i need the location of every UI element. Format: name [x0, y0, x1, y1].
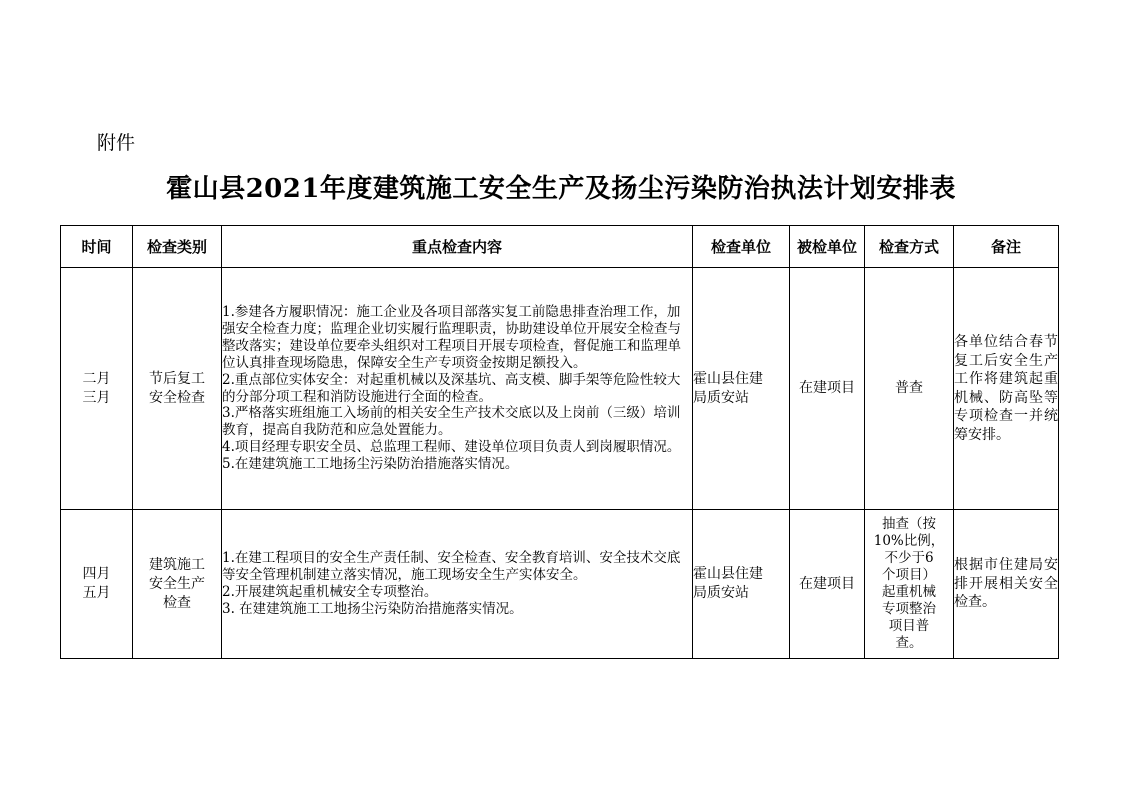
content-item: 1.参建各方履职情况：施工企业及各项目部落实复工前隐患排查治理工作，加强安全检查力度；监理企业切实履行监理职责，协助建设单位开展安全检查与整改落实；建设单位要牵头组织对工程项目开展专项检查，督促施工和监理单位认真排查现场隐患，保障安全生产专项资金按期足额投入。 — [222, 303, 681, 371]
inspected-cell: 在建项目 — [790, 510, 865, 659]
method-cell — [865, 268, 954, 510]
category-line: 安全生产 — [149, 575, 205, 592]
method-line: 不少于6 — [884, 550, 934, 566]
category-cell — [133, 268, 222, 510]
method-line: 项目普 — [888, 618, 930, 634]
time-line: 二月 — [82, 370, 111, 387]
plan-table — [60, 225, 1059, 659]
time-line: 三月 — [82, 389, 111, 406]
header-category: 检查类别 — [133, 226, 222, 268]
content-item: 3. 在建建筑施工工地扬尘污染防治措施落实情况。 — [222, 600, 523, 617]
unit-line: 霍山县住建 — [693, 566, 763, 582]
table-header-row — [61, 226, 1059, 268]
inspected-cell: 在建项目 — [790, 268, 865, 510]
remark-cell: 各单位结合春节复工后安全生产工作将建筑起重机械、防高坠等专项检查一并统筹安排。 — [954, 268, 1059, 510]
category-cell — [133, 510, 222, 659]
method-line: 查。 — [895, 635, 923, 651]
time-cell — [61, 268, 133, 510]
document-title: 霍山县2021年度建筑施工安全生产及扬尘污染防治执法计划安排表 — [166, 174, 956, 204]
header-time: 时间 — [61, 226, 133, 268]
content-item: 1.在建工程项目的安全生产责任制、安全检查、安全教育培训、安全技术交底等安全管理机制建立落实情况，施工现场安全生产实体安全。 — [222, 550, 681, 584]
content-cell — [222, 268, 693, 510]
content-cell — [222, 510, 693, 659]
time-line: 四月 — [82, 566, 111, 582]
method-line: 普查 — [895, 380, 923, 396]
content-item: 2.重点部位实体安全：对起重机械以及深基坑、高支模、脚手架等危险性较大的分部分项工程和消防设施进行全面的检查。 — [222, 371, 681, 405]
content-item: 2.开展建筑起重机械安全专项整治。 — [222, 584, 438, 600]
category-line: 安全检查 — [149, 389, 205, 406]
attachment-label: 附件 — [97, 132, 136, 154]
remark-cell: 根据市住建局安排开展相关安全检查。 — [954, 510, 1059, 659]
content-item: 5.在建建筑施工工地扬尘污染防治措施落实情况。 — [222, 456, 519, 473]
method-line: 抽查（按 — [882, 516, 936, 532]
category-line: 检查 — [163, 594, 191, 611]
unit-line: 霍山县住建 — [693, 370, 763, 387]
unit-line: 局质安站 — [693, 389, 749, 406]
category-line: 建筑施工 — [149, 556, 205, 573]
method-line: 专项整治 — [882, 601, 936, 617]
content-item: 4.项目经理专职安全员、总监理工程师、建设单位项目负责人到岗履职情况。 — [222, 439, 681, 456]
content-item: 3.严格落实班组施工入场前的相关安全生产技术交底以及上岗前（三级）培训教育，提高自我防范和应急处置能力。 — [222, 405, 681, 439]
time-line: 五月 — [82, 585, 111, 601]
time-cell — [61, 510, 133, 659]
method-cell — [865, 510, 954, 659]
header-remark: 备注 — [954, 226, 1059, 268]
method-line: 10%比例， — [873, 533, 945, 549]
header-inspected: 被检单位 — [790, 226, 865, 268]
method-line: 个项目） — [882, 567, 936, 583]
header-method: 检查方式 — [865, 226, 954, 268]
category-line: 节后复工 — [149, 370, 205, 387]
header-content: 重点检查内容 — [222, 226, 693, 268]
table-row — [61, 510, 1059, 659]
unit-line: 局质安站 — [693, 585, 749, 601]
table-row — [61, 268, 1059, 510]
header-unit: 检查单位 — [693, 226, 790, 268]
method-line: 起重机械 — [882, 584, 936, 600]
unit-cell — [693, 510, 790, 659]
unit-cell — [693, 268, 790, 510]
